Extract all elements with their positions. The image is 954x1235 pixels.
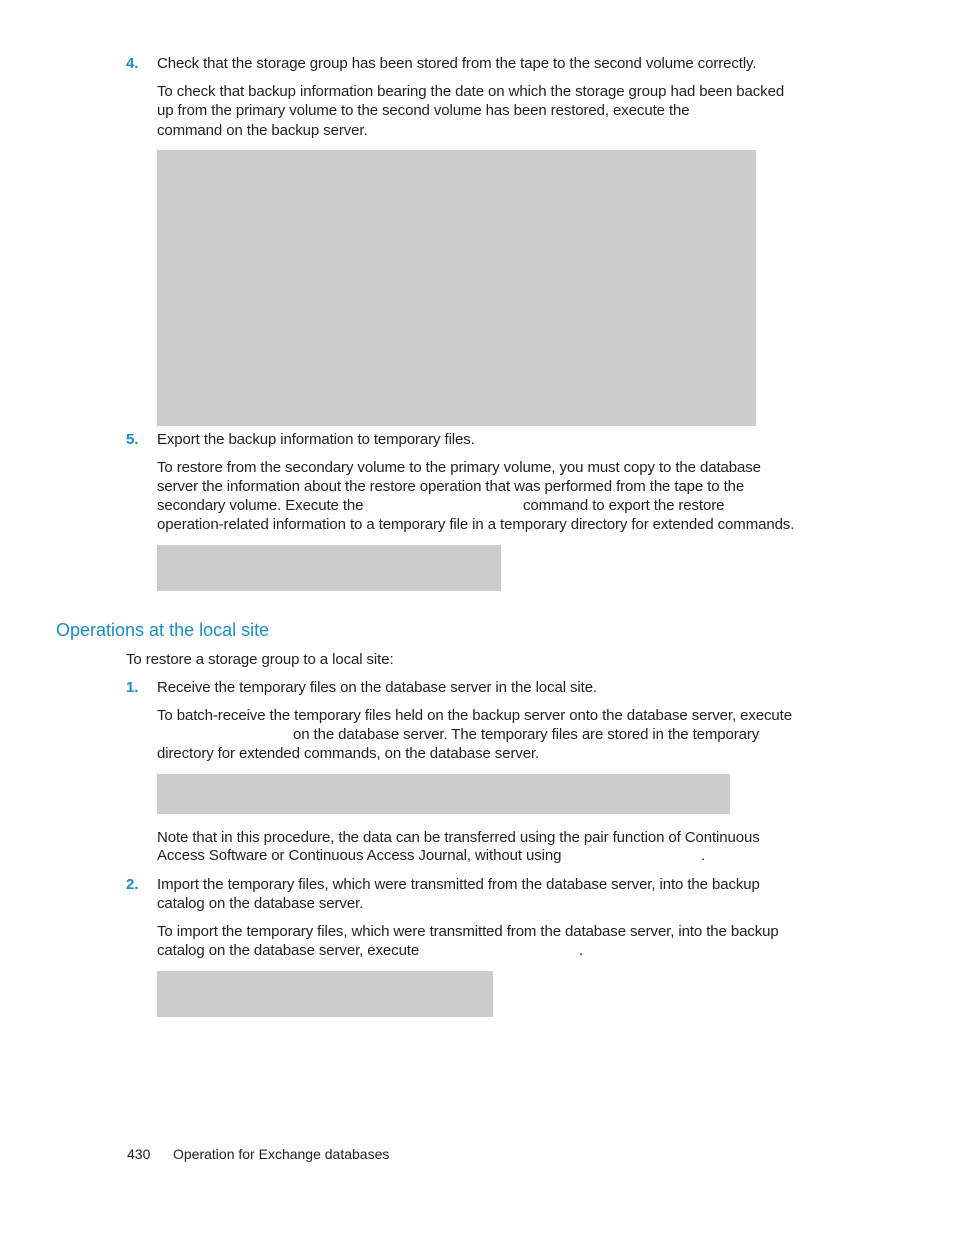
- step-2-body-line-2: catalog on the database server, execute: [157, 942, 420, 959]
- section-heading: Operations at the local site: [56, 620, 270, 640]
- step-2-title-line-2: catalog on the database server.: [157, 895, 364, 912]
- step-1-note-line-2-end: .: [701, 847, 706, 864]
- step-4-body-line-3: command on the backup server.: [157, 122, 368, 139]
- step-2-number: 2.: [126, 876, 139, 893]
- step-1-note-line-1: Note that in this procedure, the data can be transferred using the pair function of Continuous: [157, 829, 760, 846]
- step-4-title: Check that the storage group has been stored from the tape to the second volume correctly.: [157, 55, 757, 72]
- step-2-title-line-1: Import the temporary files, which were transmitted from the database server, into the backup: [157, 876, 760, 893]
- code-block-step-4: [157, 150, 756, 426]
- step-5-title: Export the backup information to temporary files.: [157, 431, 475, 448]
- step-2-body-line-1: To import the temporary files, which were transmitted from the database server, into the backup: [157, 923, 779, 940]
- footer-page-number: 430: [127, 1146, 151, 1162]
- step-5-body-line-4: operation-related information to a temporary file in a temporary directory for extended commands.: [157, 516, 795, 533]
- step-1-number: 1.: [126, 679, 139, 696]
- step-1-note-line-2: Access Software or Continuous Access Journal, without using: [157, 847, 562, 864]
- step-1-title: Receive the temporary files on the database server in the local site.: [157, 679, 598, 696]
- step-1-body-line-2: on the database server. The temporary files are stored in the temporary: [293, 726, 760, 743]
- step-4-body-line-2: up from the primary volume to the second volume has been restored, execute the: [157, 102, 690, 119]
- step-5-body-line-1: To restore from the secondary volume to the primary volume, you must copy to the database: [157, 459, 761, 476]
- footer-section-title: Operation for Exchange databases: [173, 1146, 390, 1162]
- step-1-body-line-3: directory for extended commands, on the database server.: [157, 745, 540, 762]
- code-block-step-1: [157, 774, 730, 814]
- step-1-body-line-1: To batch-receive the temporary files held on the backup server onto the database server, execute: [157, 707, 792, 724]
- step-5-number: 5.: [126, 431, 139, 448]
- section-intro: To restore a storage group to a local site:: [126, 651, 394, 668]
- code-block-step-2: [157, 971, 493, 1017]
- step-5-body-line-2: server the information about the restore operation that was performed from the tape to the: [157, 478, 745, 495]
- step-2-body-line-2-end: .: [579, 942, 584, 959]
- step-5-body-line-3a: secondary volume. Execute the: [157, 497, 364, 514]
- step-4-number: 4.: [126, 55, 139, 72]
- step-5-body-line-3b: command to export the restore: [523, 497, 725, 514]
- step-4-body-line-1: To check that backup information bearing the date on which the storage group had been backed: [157, 83, 785, 100]
- code-block-step-5: [157, 545, 501, 591]
